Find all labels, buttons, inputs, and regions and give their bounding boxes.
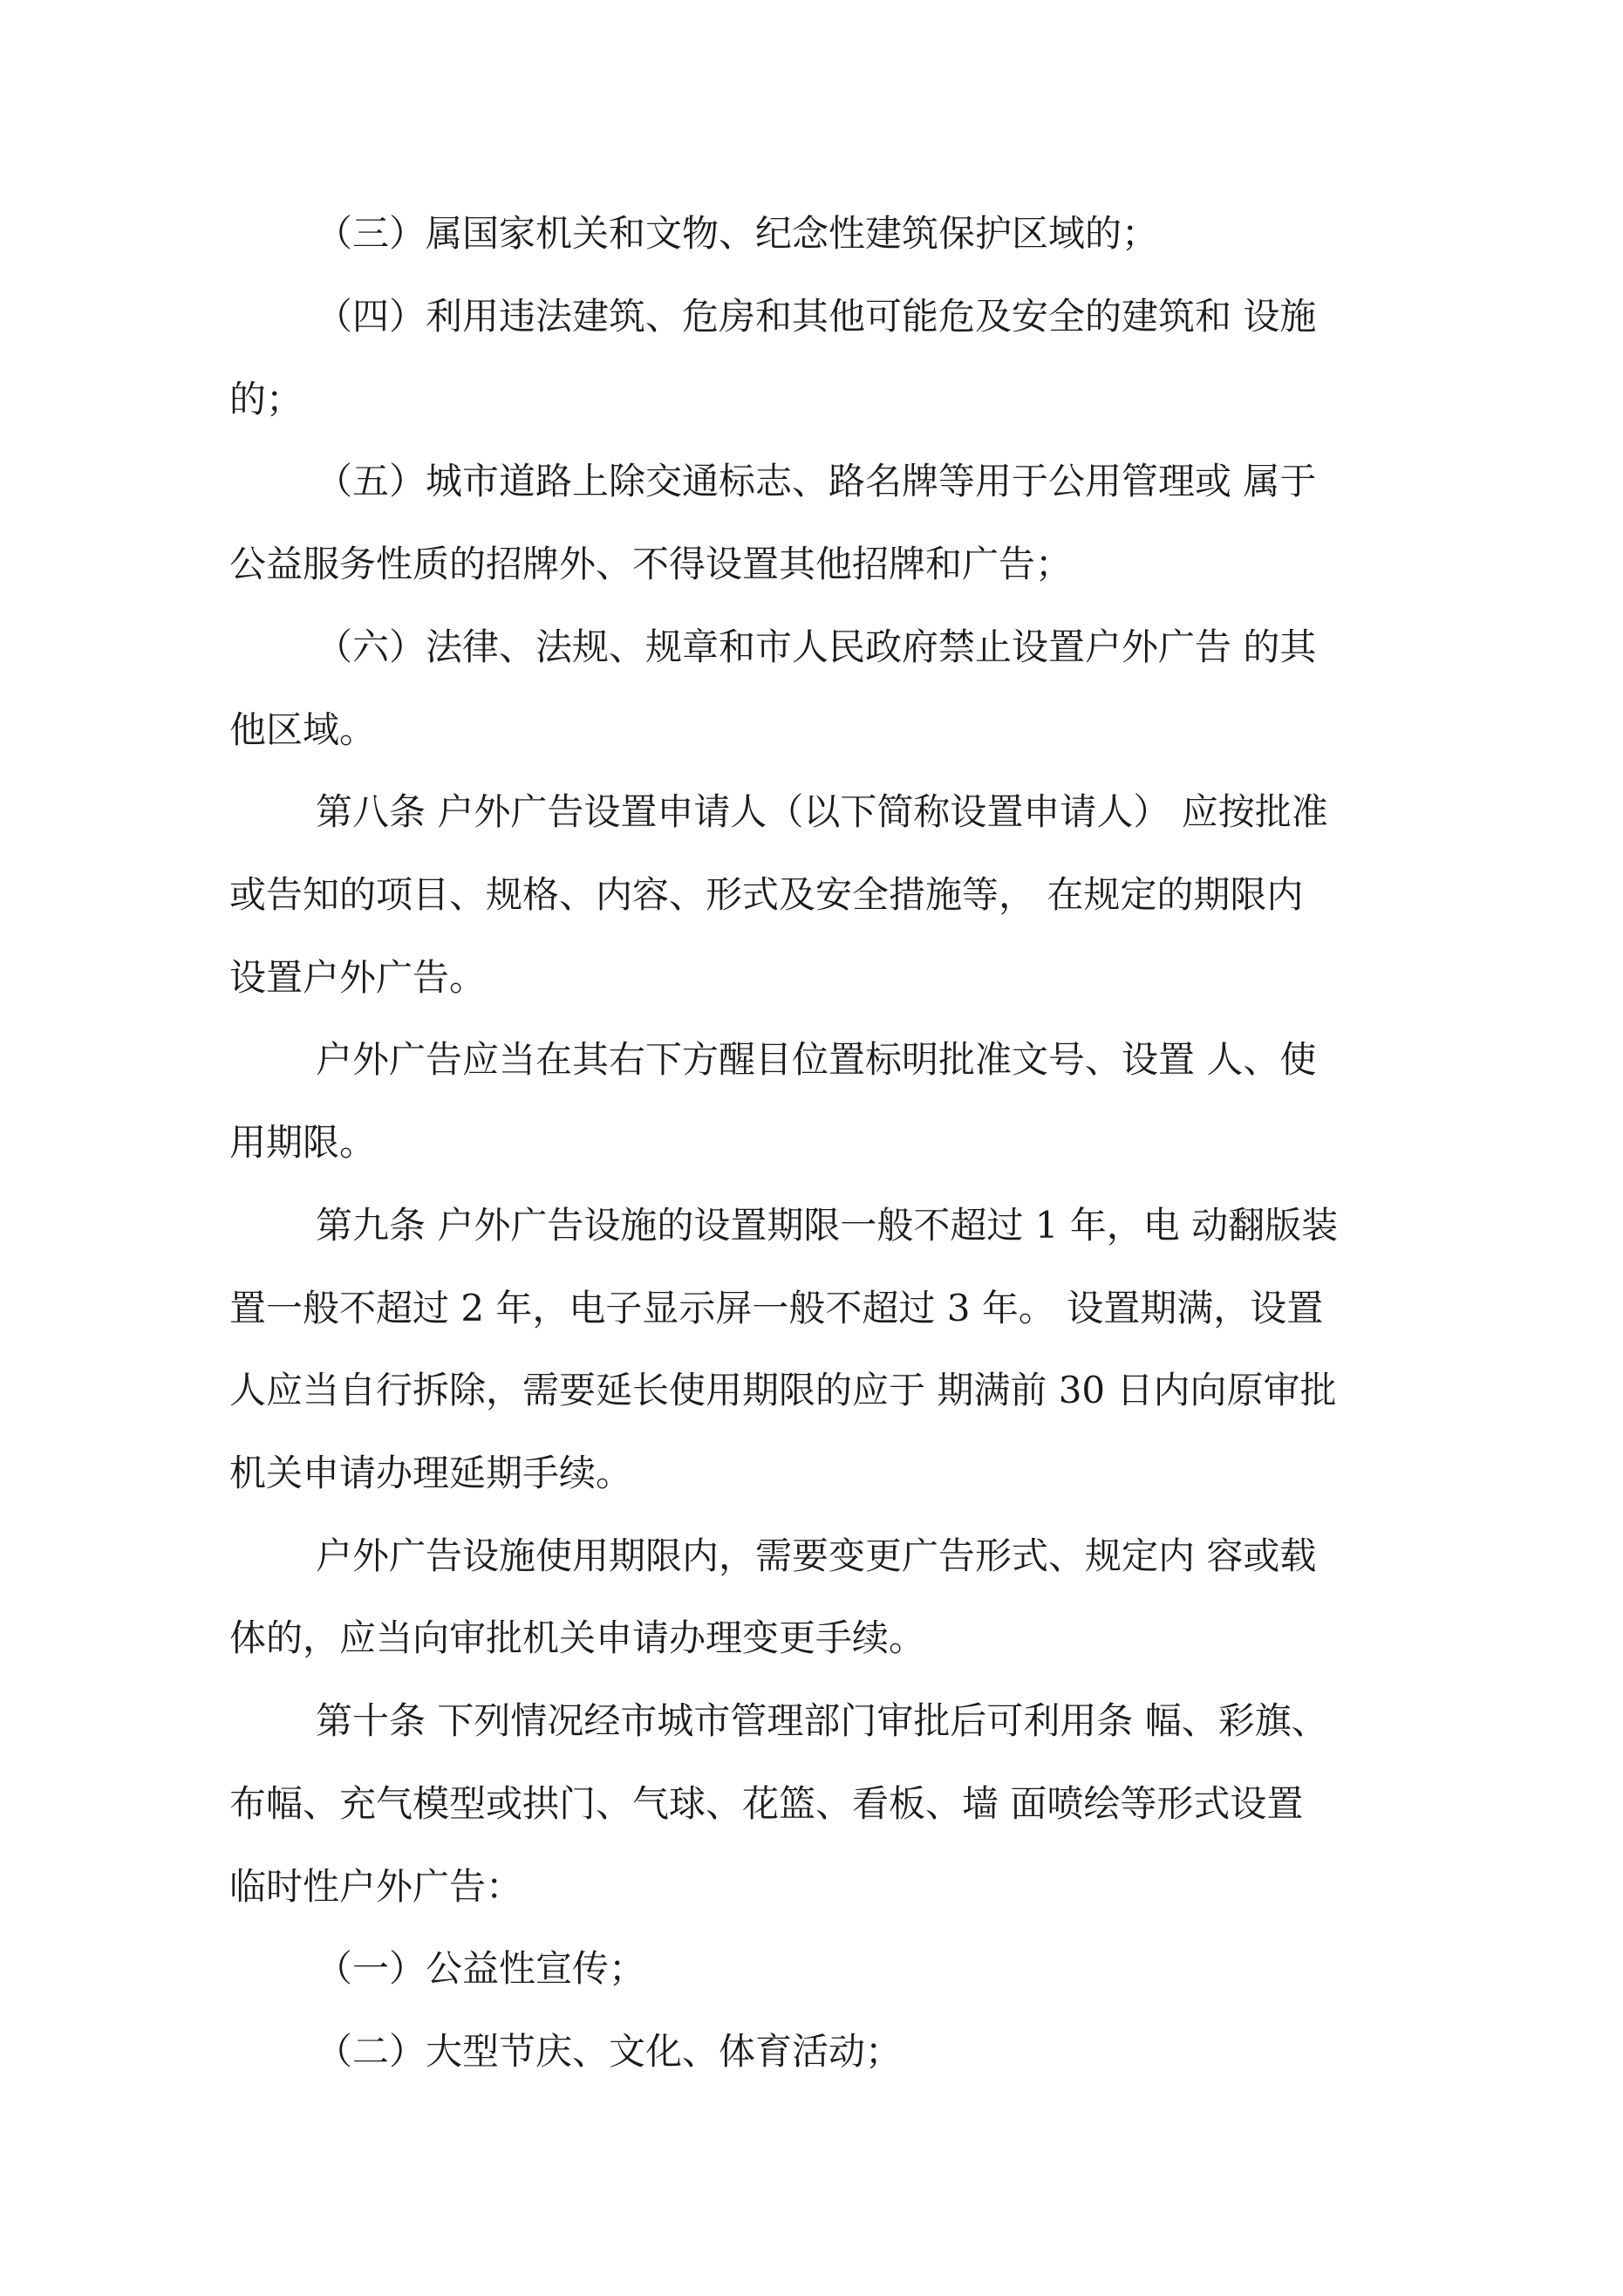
text-line	[0, 1778, 1623, 1830]
line-text: 体的，应当向审批机关申请办理变更手续。	[229, 1616, 926, 1659]
text-line	[0, 1364, 1623, 1417]
text-line	[0, 786, 1623, 838]
text-line	[0, 1695, 1623, 1747]
line-text: 置一般不超过 2 年，电子显示屏一般不超过 3 年。 设置期满，设置	[229, 1287, 1324, 1329]
text-line	[0, 1530, 1623, 1582]
text-line	[0, 373, 1623, 426]
line-text: 人应当自行拆除，需要延长使用期限的应于 期满前 30 日内向原审批	[229, 1369, 1337, 1411]
text-line	[0, 1034, 1623, 1086]
line-text: （二）大型节庆、文化、体育活动；	[316, 2030, 903, 2073]
line-text: 临时性户外广告：	[229, 1865, 523, 1908]
line-text: （四）利用违法建筑、危房和其他可能危及安全的建筑和 设施	[316, 295, 1317, 338]
text-line	[0, 1612, 1623, 1664]
text-line	[0, 1943, 1623, 1995]
line-text: 用期限。	[229, 1121, 377, 1164]
line-text: 他区域。	[229, 708, 377, 751]
line-text: 的；	[229, 378, 303, 420]
text-line	[0, 538, 1623, 591]
text-line	[0, 455, 1623, 508]
line-text: 设置户外广告。	[229, 956, 487, 999]
text-line	[0, 952, 1623, 1004]
text-line	[0, 2026, 1623, 2078]
text-line	[0, 621, 1623, 673]
text-line	[0, 1447, 1623, 1500]
line-text: 机关申请办理延期手续。	[229, 1452, 633, 1494]
line-text: 或告知的项目、规格、内容、形式及安全措施等， 在规定的期限内	[229, 873, 1304, 916]
line-text: 第九条 户外广告设施的设置期限一般不超过 1 年，电 动翻版装	[316, 1204, 1339, 1247]
line-text: 户外广告应当在其右下方醒目位置标明批准文号、设置 人、使	[316, 1038, 1317, 1081]
text-line	[0, 704, 1623, 756]
text-line	[0, 208, 1623, 260]
text-line	[0, 869, 1623, 921]
text-line	[0, 290, 1623, 343]
text-line	[0, 1282, 1623, 1335]
line-text: 第八条 户外广告设置申请人（以下简称设置申请人） 应按批准	[316, 790, 1328, 833]
line-text: （六）法律、法规、规章和市人民政府禁止设置户外广告 的其	[316, 625, 1317, 668]
text-line	[0, 1199, 1623, 1252]
line-text: 第十条 下列情况经市城市管理部门审批后可利用条 幅、彩旗、	[316, 1699, 1328, 1742]
line-text: 公益服务性质的招牌外、不得设置其他招牌和广告；	[229, 543, 1073, 585]
line-text: 户外广告设施使用期限内，需要变更广告形式、规定内 容或载	[316, 1534, 1317, 1577]
text-line	[0, 1861, 1623, 1913]
text-line	[0, 1117, 1623, 1169]
line-text: 布幅、充气模型或拱门、气球、花篮、看板、墙 面喷绘等形式设置	[229, 1782, 1304, 1825]
line-text: （一）公益性宣传；	[316, 1947, 646, 1990]
line-text: （三）属国家机关和文物、纪念性建筑保护区域的；	[316, 212, 1159, 255]
line-text: （五）城市道路上除交通标志、路名牌等用于公用管理或 属于	[316, 460, 1317, 502]
